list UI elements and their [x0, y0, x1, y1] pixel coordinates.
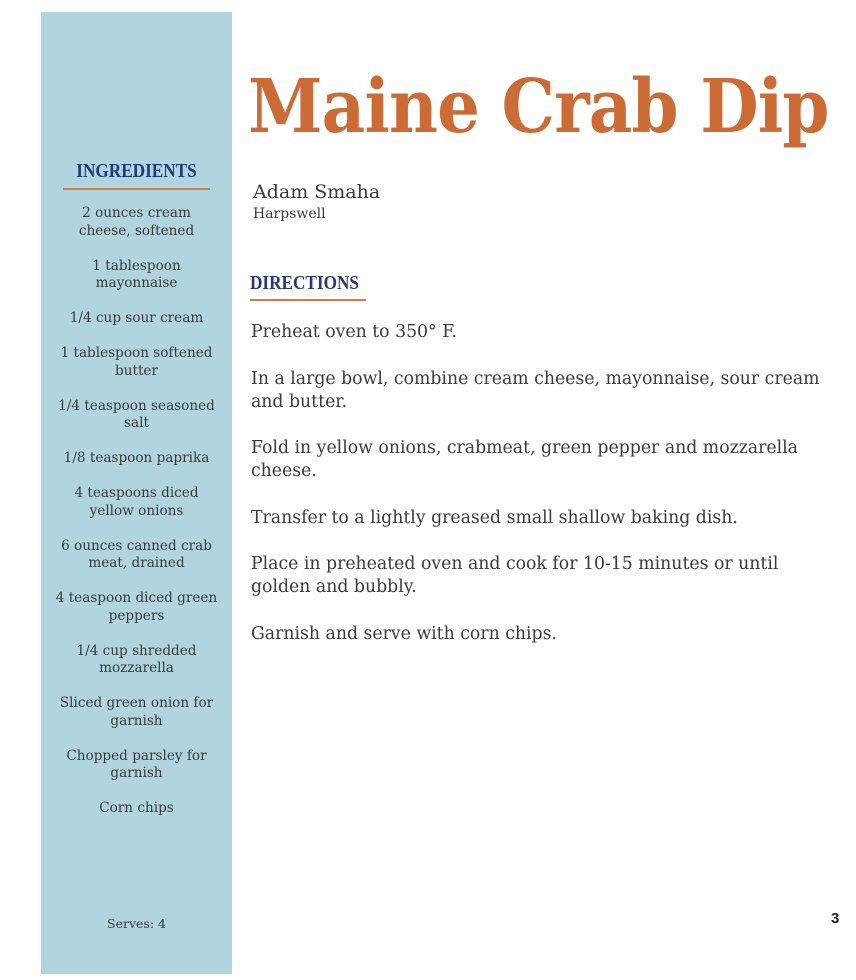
ingredients-heading-underline — [63, 188, 210, 190]
ingredients-heading: INGREDIENTS — [76, 160, 197, 182]
recipe-author: Adam Smaha — [253, 181, 381, 203]
ingredient-item: 1/4 cup sour cream — [69, 310, 204, 326]
directions-heading: DIRECTIONS — [250, 272, 359, 294]
ingredient-item: 1/8 teaspoon paprika — [63, 450, 210, 466]
direction-step: Garnish and serve with corn chips. — [251, 623, 557, 644]
serves-count: Serves: 4 — [107, 916, 166, 931]
ingredient-item: 1/4 cup shredded mozzarella — [76, 642, 197, 676]
direction-step: Preheat oven to 350° F. — [251, 322, 457, 342]
direction-step: Place in preheated oven and cook for 10-15 minutes or until golden and bubbly. — [251, 554, 779, 597]
ingredient-item: Corn chips — [99, 800, 174, 816]
ingredient-item: 6 ounces canned crab meat, drained — [61, 537, 212, 571]
direction-step: Transfer to a lightly greased small shallow baking dish. — [251, 507, 738, 528]
ingredient-item: 4 teaspoons diced yellow onions — [74, 485, 199, 519]
ingredient-item: 4 teaspoon diced green peppers — [55, 590, 218, 624]
ingredient-item: 1/4 teaspoon seasoned salt — [58, 397, 215, 431]
direction-step: In a large bowl, combine cream cheese, mayonnaise, sour cream and butter. — [251, 368, 820, 412]
author-town: Harpswell — [253, 206, 326, 222]
ingredient-item: 1 tablespoon mayonnaise — [92, 257, 181, 291]
ingredient-item: Chopped parsley for garnish — [66, 747, 207, 781]
page-number: 3 — [831, 910, 840, 927]
recipe-title: Maine Crab Dip — [248, 64, 829, 150]
directions-list — [251, 321, 831, 669]
direction-step: Fold in yellow onions, crabmeat, green pepper and mozzarella cheese. — [251, 438, 798, 481]
ingredient-item: 2 ounces cream cheese, softened — [78, 205, 195, 239]
ingredients-list — [55, 205, 218, 835]
ingredient-item: 1 tablespoon softened butter — [60, 345, 213, 379]
directions-heading-underline — [250, 299, 366, 301]
ingredient-item: Sliced green onion for garnish — [59, 695, 214, 729]
ingredients-sidebar — [41, 12, 232, 974]
